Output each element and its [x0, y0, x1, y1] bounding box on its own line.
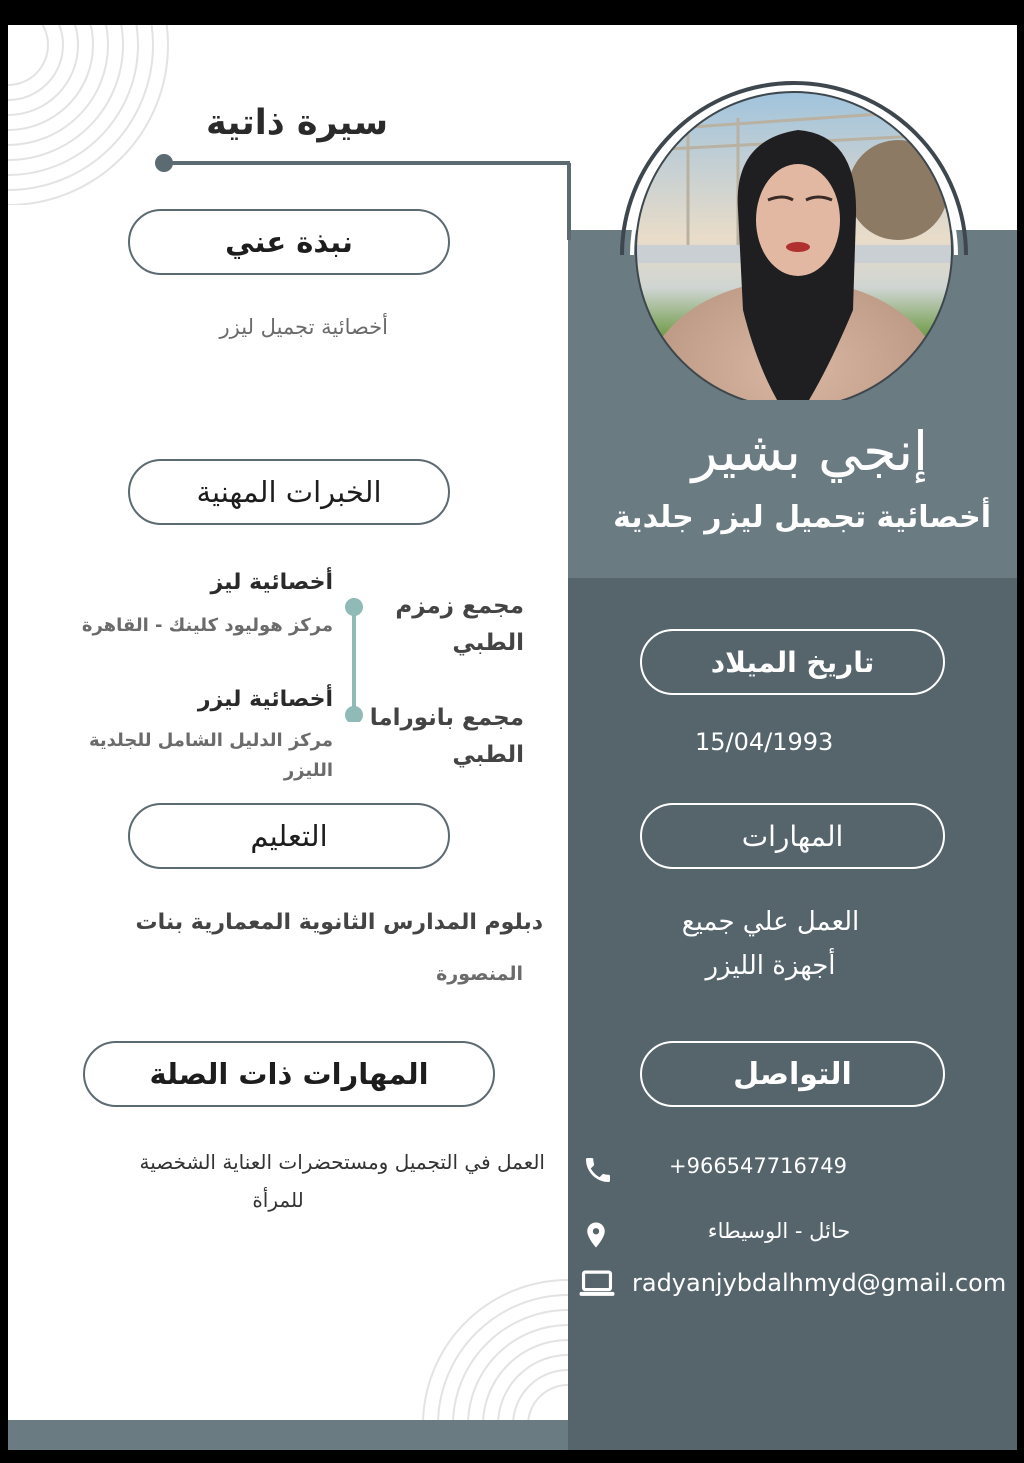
cv-page: [8, 25, 1017, 1450]
contact-email[interactable]: radyanjybdalhmyd@gmail.com: [632, 1269, 1007, 1297]
skills-line1: العمل علي جميع: [681, 907, 860, 937]
experience-timeline: [342, 597, 366, 722]
cv-title: سيرة ذاتية: [206, 103, 388, 143]
contact-heading: التواصل: [640, 1041, 945, 1107]
experience-1-role: أخصائية ليز: [210, 570, 333, 595]
skills-heading: المهارات: [640, 803, 945, 869]
about-heading: نبذة عني: [128, 209, 450, 275]
experience-1-place-line2: الطبي: [452, 630, 524, 656]
birth-heading: تاريخ الميلاد: [640, 629, 945, 695]
bottom-strip: [8, 1420, 568, 1450]
contact-phone[interactable]: +966547716749: [669, 1154, 847, 1178]
experience-1-company: مركز هوليود كلينك - القاهرة: [81, 615, 333, 636]
location-pin-icon: [581, 1218, 611, 1252]
phone-icon: [582, 1154, 614, 1186]
experience-1-place-line1: مجمع زمزم: [395, 593, 524, 619]
experience-2-place-line1: مجمع بانوراما: [369, 705, 524, 731]
laptop-icon: [578, 1268, 616, 1300]
experience-2-company-line1: مركز الدليل الشامل للجلدية: [88, 730, 333, 751]
sidebar-bottom-panel: [568, 578, 1017, 1450]
education-heading: التعليم: [128, 803, 450, 869]
related-skills-line2: للمرأة: [252, 1188, 304, 1212]
about-text: أخصائية تجميل ليزر: [219, 315, 388, 339]
person-name: إنجي بشير: [691, 420, 928, 483]
education-line2: المنصورة: [436, 963, 523, 985]
experience-2-company-line2: الليزر: [283, 760, 333, 781]
education-line1: دبلوم المدارس الثانوية المعمارية بنات: [135, 910, 543, 935]
profile-photo-frame: [608, 50, 993, 400]
skills-line2: أجهزة الليزر: [705, 951, 836, 981]
birth-date: 15/04/1993: [695, 728, 834, 756]
experience-2-place-line2: الطبي: [452, 742, 524, 768]
contact-location: حائل - الوسيطاء: [707, 1219, 851, 1243]
related-skills-line1: العمل في التجميل ومستحضرات العناية الشخصية: [139, 1150, 545, 1174]
experience-heading: الخبرات المهنية: [128, 459, 450, 525]
related-skills-heading: المهارات ذات الصلة: [83, 1041, 495, 1107]
experience-2-role: أخصائية ليزر: [197, 687, 333, 712]
job-title: أخصائية تجميل ليزر جلدية: [613, 500, 991, 535]
decorative-arcs-bottom: [408, 1265, 573, 1425]
